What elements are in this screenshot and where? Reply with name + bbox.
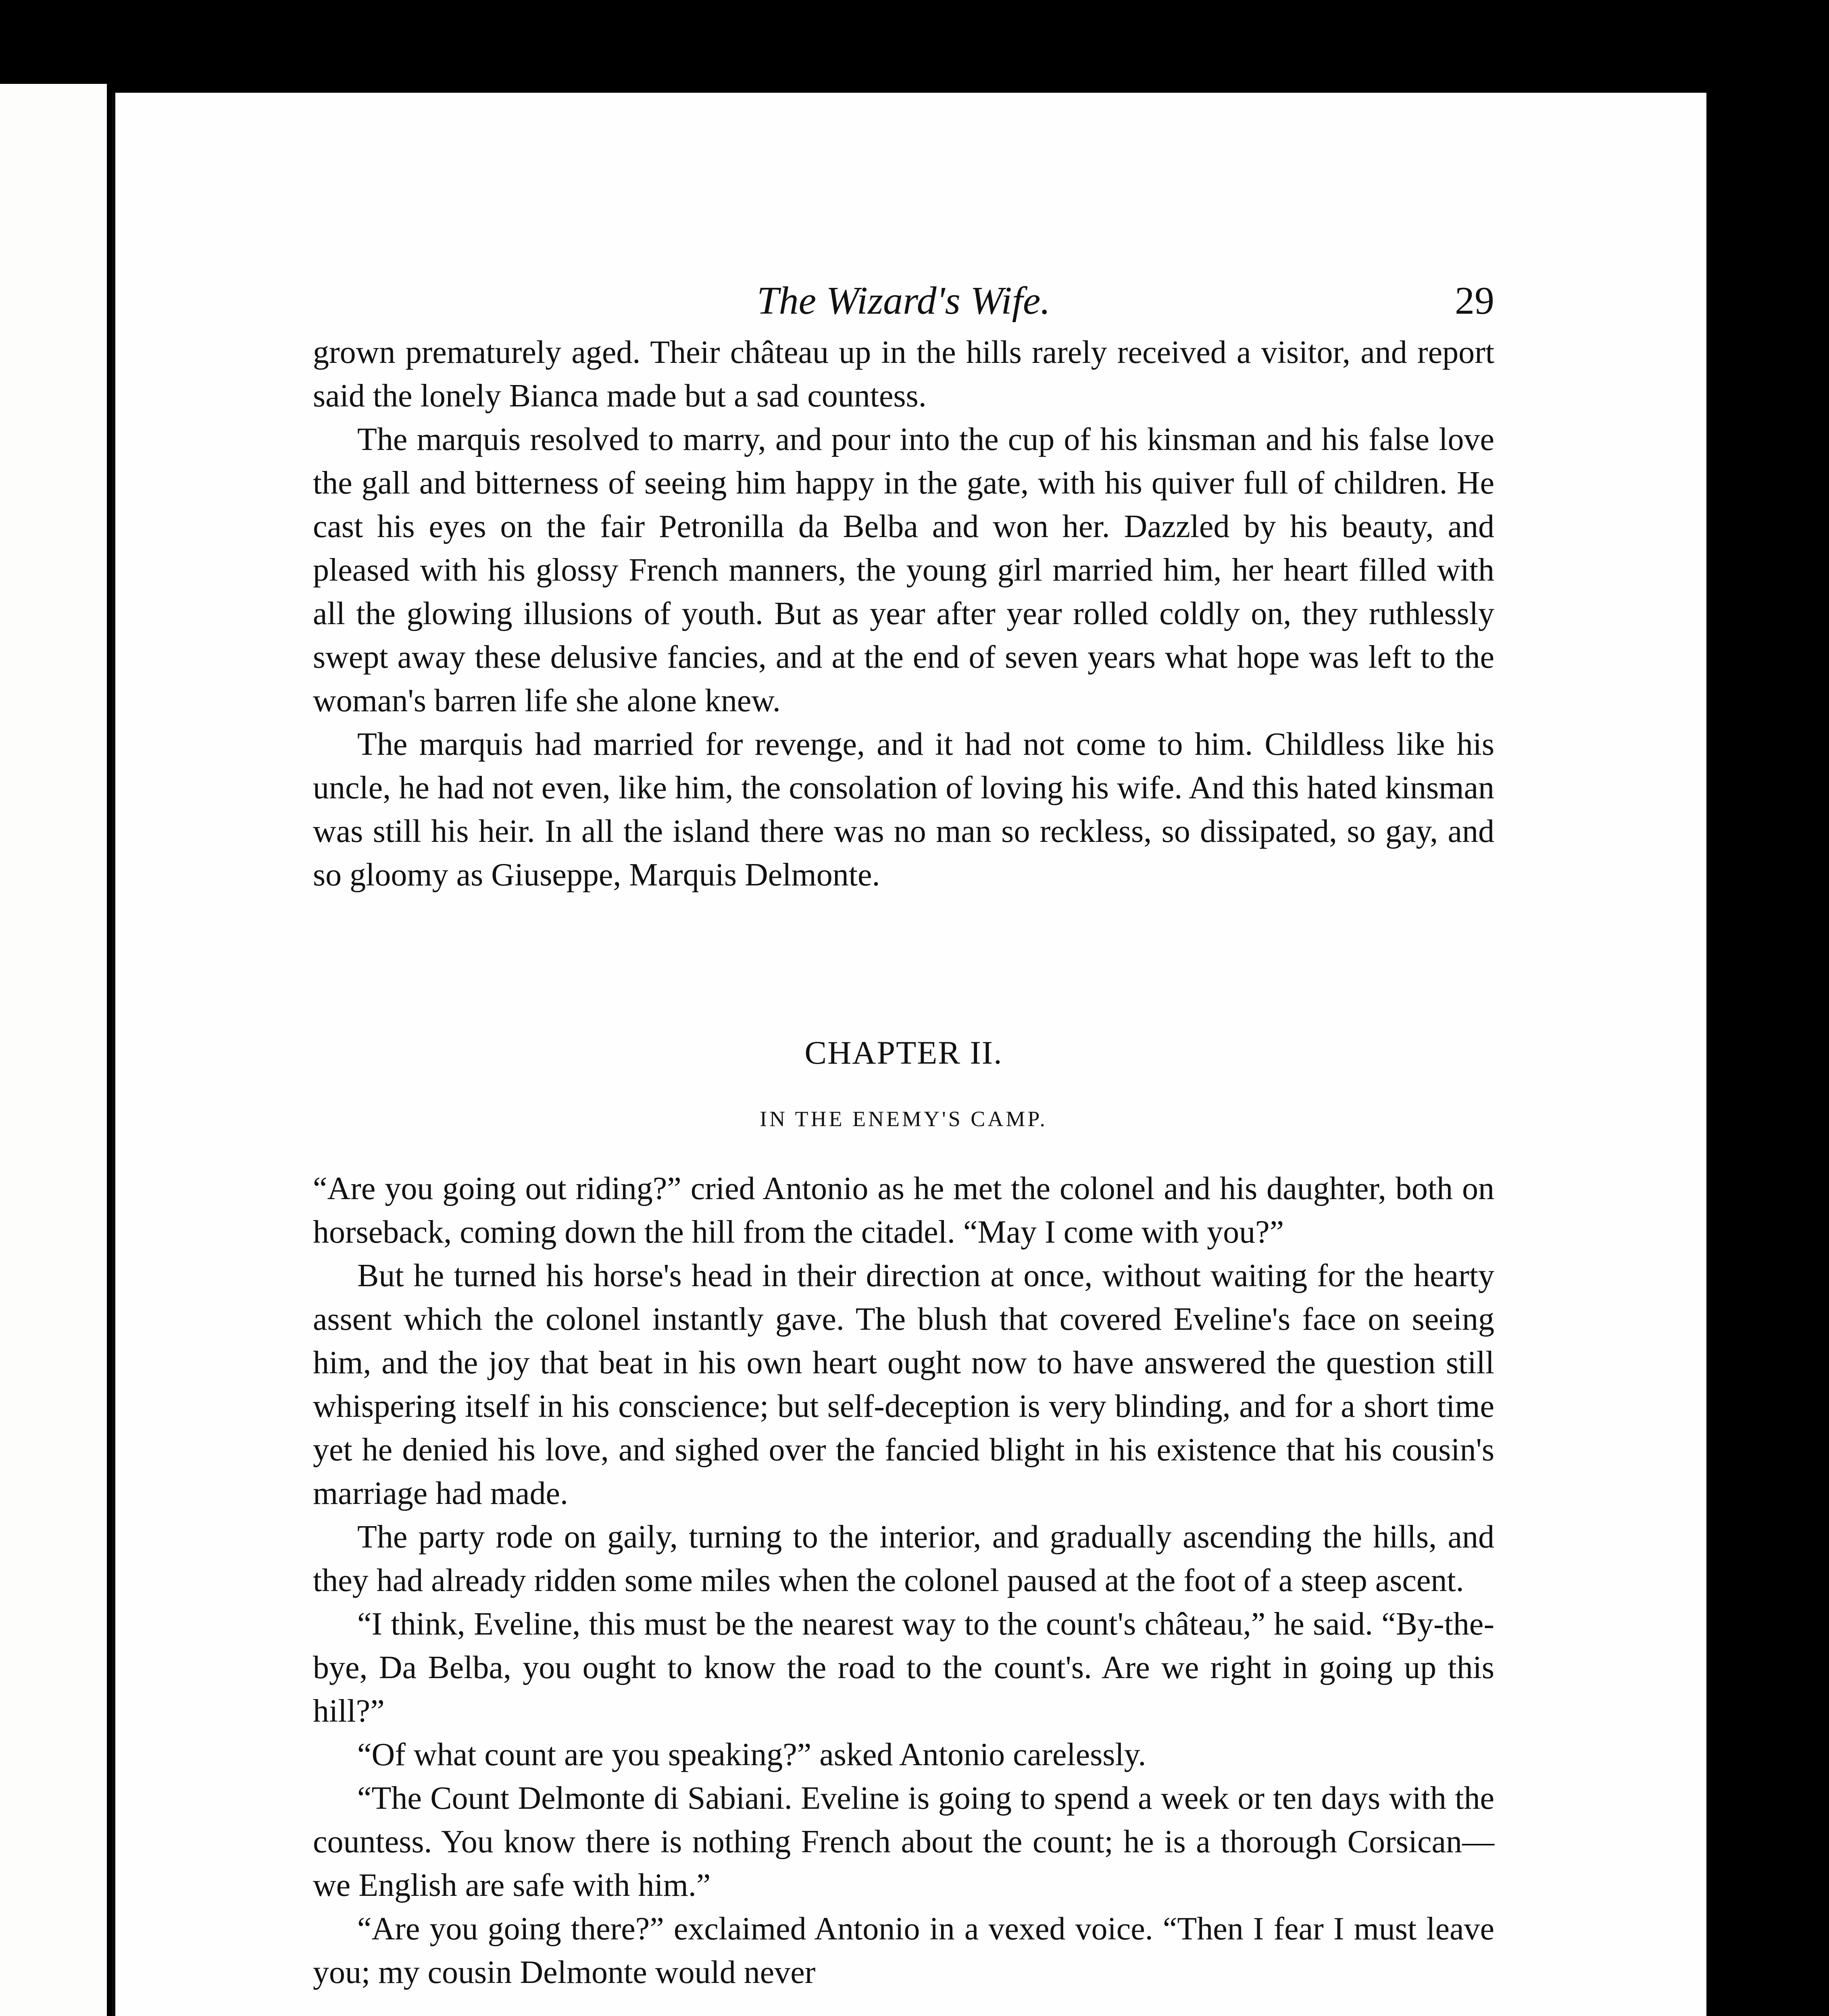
chapter-gap	[313, 897, 1494, 1034]
chapter-subtitle: IN THE ENEMY'S CAMP.	[760, 1107, 1048, 1131]
text-column	[313, 278, 1494, 1994]
paragraph: grown prematurely aged. Their château up in the hills rarely received a visitor, and report said the lonely Bianca made but a sad countess.	[313, 335, 1494, 414]
paragraph: “I think, Eveline, this must be the nearest way to the count's château,” he said. “By-the-bye, Da Belba, you ought to know the road to the count's. Are we right in going up this hill?”	[313, 1606, 1494, 1729]
running-title: The Wizard's Wife.	[757, 279, 1050, 323]
paragraph: The party rode on gaily, turning to the interior, and gradually ascending the hills, and they had already ridden some miles when the colonel paused at the foot of a steep ascent.	[313, 1519, 1494, 1598]
paragraph: “The Count Delmonte di Sabiani. Eveline is going to spend a week or ten days with the countess. You know there is nothing French about the count; he is a thorough Corsican—we English are safe with him.”	[313, 1781, 1494, 1903]
book-page	[112, 93, 1706, 2016]
paragraph: The marquis had married for revenge, and it had not come to him. Childless like his uncle, he had not even, like him, the consolation of loving his wife. And this hated kinsman was still his heir. In all the island there was no man so reckless, so dissipated, so gay, and so gloomy as Giuseppe, Marquis Delmonte.	[313, 727, 1494, 893]
paragraph: “Are you going out riding?” cried Antonio as he met the colonel and his daughter, both on horseback, coming down the hill from the citadel. “May I come with you?”	[313, 1171, 1494, 1250]
page-number: 29	[1455, 279, 1494, 323]
previous-page-edge	[0, 84, 107, 2016]
paragraph: “Of what count are you speaking?” asked Antonio carelessly.	[357, 1737, 1146, 1772]
paragraph: “Are you going there?” exclaimed Antonio in a vexed voice. “Then I fear I must leave you; my cousin Delmonte would never	[313, 1911, 1494, 1990]
running-head	[313, 278, 1494, 331]
paragraph: But he turned his horse's head in their direction at once, without waiting for the hearty assent which the colonel instantly gave. The blush that covered Eveline's face on seeing him, and the joy that beat in his own heart ought now to have answered the question still whispering itself in his conscience; but self-deception is very blinding, and for a short time yet he denied his love, and sighed over the fancied blight in his existence that his cousin's marriage had made.	[313, 1258, 1494, 1511]
paragraph: The marquis resolved to marry, and pour into the cup of his kinsman and his false love the gall and bitterness of seeing him happy in the gate, with his quiver full of children. He cast his eyes on the fair Petronilla da Belba and won her. Dazzled by his beauty, and pleased with his glossy French manners, the young girl married him, her heart filled with all the glowing illusions of youth. But as year after year rolled coldly on, they ruthlessly swept away these delusive fancies, and at the end of seven years what hope was left to the woman's barren life she alone knew.	[313, 422, 1494, 719]
chapter-title: CHAPTER II.	[804, 1034, 1003, 1071]
